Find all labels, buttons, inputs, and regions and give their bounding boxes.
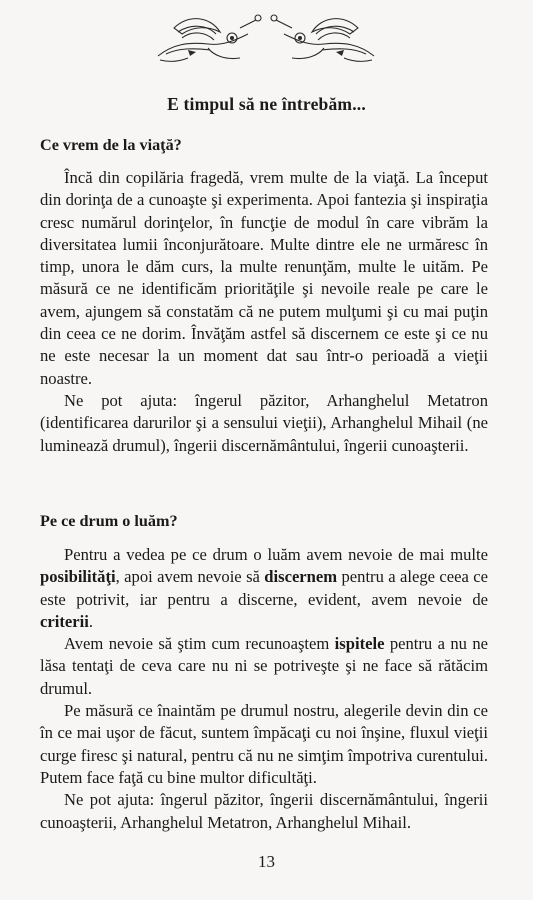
paragraph: Ne pot ajuta: îngerul păzitor, Arhanghelul Metatron (identificarea darurilor şi a sensului vieţii), Arhanghelul Mihail (ne luminează drumul), îngerii discernământului, îngerii cunoaşterii.	[40, 390, 488, 455]
section-heading-what-we-want: Ce vrem de la viaţă?	[40, 136, 182, 154]
bold-term: posibilităţi	[40, 567, 116, 587]
page-number: 13	[258, 852, 275, 871]
text: , apoi avem nevoie să	[115, 567, 265, 587]
section-which-road-body	[40, 544, 488, 834]
paragraph	[40, 544, 488, 633]
paragraph	[40, 633, 488, 700]
text: .	[88, 611, 93, 631]
page-title: E timpul să ne întrebăm...	[167, 94, 366, 114]
section-heading-which-road: Pe ce drum o luăm?	[40, 512, 178, 530]
section-what-we-want-body	[40, 167, 488, 457]
text: pentru a alege ceea ce este potrivit, iar pentru a discerne, evident, avem nevoie de	[40, 567, 488, 609]
bold-term: ispitele	[334, 634, 385, 654]
text: Pentru a vedea pe ce drum o luăm avem nevoie de mai multe	[64, 545, 488, 564]
bold-term: discernem	[264, 567, 338, 587]
text: Avem nevoie să ştim cum recunoaştem	[64, 634, 335, 654]
paragraph: Ne pot ajuta: îngerul păzitor, îngerii discernământului, îngerii cunoaşterii, Arhanghelul Metatron, Arhanghelul Mihail.	[40, 790, 488, 832]
paragraph: Pe măsură ce înaintăm pe drumul nostru, alegerile devin din ce în ce mai uşor de făcut, suntem împăcaţi cu noi înşine, fluxul vieţii curge firesc şi natural, pentru că nu ne simţim împotriva curentului. Putem face faţă cu bine multor dificultăţi.	[40, 701, 488, 787]
angels-ornament	[148, 4, 384, 66]
paragraph: Încă din copilăria fragedă, vrem multe de la viaţă. La început din dorinţa de a cunoaşte şi experimenta. Apoi fantezia şi inspiraţia cresc numărul dorinţelor, în funcţie de modul în care vibrăm la diversitatea lumii înconjurătoare. Multe dintre ele ne urmăresc în timp, unora le dăm curs, la multe renunţăm, multe le uităm. Pe măsură ce ne identificăm priorităţile şi nevoile reale pe care le avem, ajungem să constatăm că ne putem mulţumi şi cu mai puţin din ceea ce ne dorim. Învăţăm astfel să discernem ce este şi ce nu ne este necesar la un moment dat sau într-o perioadă a vieţii noastre.	[40, 168, 488, 388]
text: pentru a nu ne lăsa tentaţi de ceva care nu ni se potriveşte şi ne face să rătăcim drumul.	[40, 634, 488, 698]
bold-term: criterii	[40, 611, 89, 631]
